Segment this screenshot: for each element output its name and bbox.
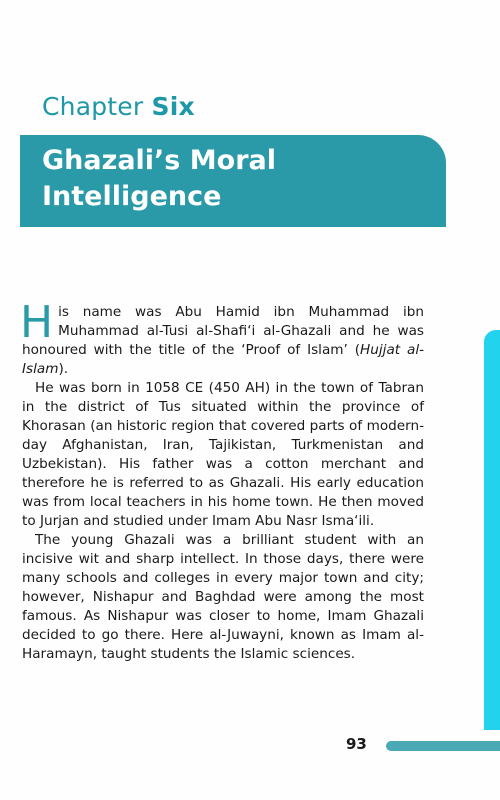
chapter-label — [42, 92, 195, 121]
footer-bar — [386, 741, 500, 751]
paragraph-1-end: ). — [58, 361, 69, 377]
page-number: 93 — [346, 735, 367, 753]
paragraph-1-text: is name was Abu Hamid ibn Muhammad ibn Muhammad al-Tusi al-Shafi‘i al-Ghazali and he was honoured with the title of the ‘Proof of Islam’ ( — [22, 304, 424, 358]
paragraph-1-italic: Hujjat al-Islam — [22, 342, 424, 377]
chapter-title-band — [20, 135, 446, 227]
drop-cap: H — [20, 297, 54, 348]
side-tab — [484, 330, 500, 730]
paragraph-3: The young Ghazali was a brilliant student with an incisive wit and sharp intellect. In those days, there were many schools and colleges in every major town and city; however, Nishapur and Baghdad were among the most famous. As Nishapur was closer to home, Imam Ghazali decided to go there. Here al-Juwayni, known as Imam al-Haramayn, taught students the Islamic sciences. — [22, 532, 424, 662]
chapter-title: Ghazali’s Moral Intelligence — [42, 145, 276, 212]
paragraph-1 — [20, 297, 424, 379]
body-text — [20, 297, 424, 664]
chapter-prefix: Chapter — [42, 92, 144, 121]
chapter-number: Six — [151, 92, 195, 121]
paragraph-2: He was born in 1058 CE (450 AH) in the town of Tabran in the district of Tus situated within the province of Khorasan (an historic region that covered parts of modern-day Afghanistan, Iran, Tajikistan, Turkmenistan and Uzbekistan). His father was a cotton merchant and therefore he is referred to as Ghazali. His early education was from local teachers in his home town. He then moved to Jurjan and studied under Imam Abu Nasr Isma‘ili. — [22, 380, 424, 529]
